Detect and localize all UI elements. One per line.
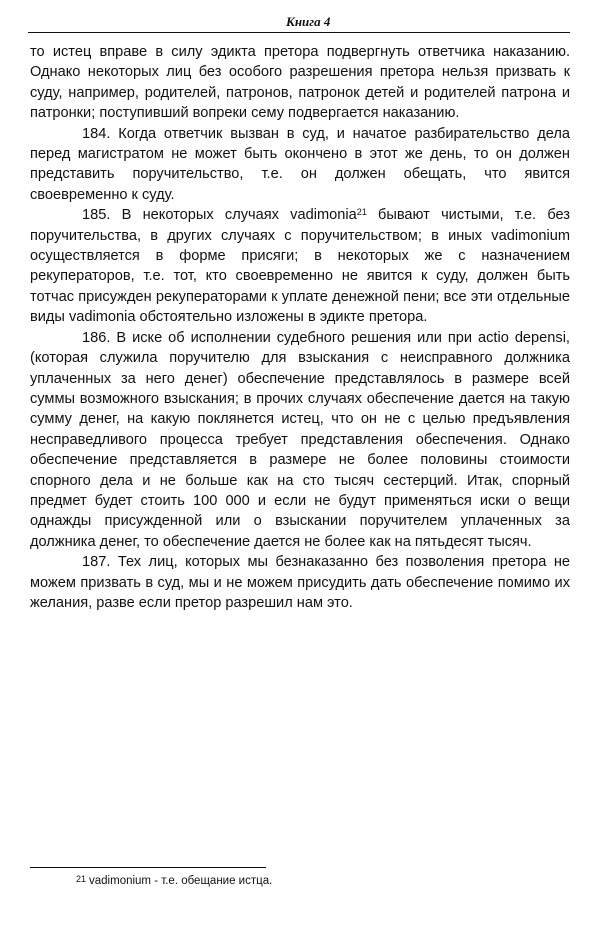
paragraph-184: 184. Когда ответчик вызван в суд, и начатое разбирательство дела перед магистратом не может быть окончено в этот же день, то он должен представить поручительство, т.е. он должен обещать, что явится своевременно к суду.: [30, 125, 570, 203]
running-header: [28, 10, 570, 33]
paragraph-185-rest: бывают чистыми, т.е. без поручительства, в других случаях с поручительством; в иных vadimonium осуществляется в форме присяги; в некоторых же с назначением рекуператоров, т.е. тот, кто своевременно не явится к суду, должен быть тотчас присужден рекуператорами к уплате денежной пени; все эти отдельные виды vadimonia обстоятельно изложены в эдикте претора.: [30, 207, 570, 326]
book-title: Книга 4: [286, 14, 331, 29]
footnote-reference[interactable]: 21: [356, 207, 367, 218]
paragraph-187: 187. Тех лиц, которых мы безнаказанно без позволения претора не можем призвать в суд, мы и не можем присудить дать обеспечение помимо их желания, разве если претор разрешил нам это.: [30, 554, 570, 611]
footnote: [76, 873, 272, 889]
main-text: [30, 42, 570, 613]
footnote-marker: 21: [76, 874, 87, 884]
footnote-divider: [30, 867, 266, 868]
paragraph-186: 186. В иске об исполнении судебного решения или при actio depensi, (которая служила поручителю для взыскания с неисправного должника уплаченных за него денег) обеспечение представлялось в размере всей суммы возможного взыскания; в прочих случаях обеспечение дается на такую сумму денег, на какую поклянется истец, что он не с целью предъявления несправедливого процесса требует представления обеспечения. Однако обеспечение представляется в размере не более половины стоимости спорного дела и не больше как на сто тысяч сестерций. Итак, спорный предмет будет стоить 100 000 и если не будут применяться иски о вещи однажды присужденной или о взыскании поручителем уплаченных за должника денег, то обеспечение дается не более как на пятьдесят тысяч.: [30, 329, 570, 550]
paragraph-continued: то истец вправе в силу эдикта претора подвергнуть ответчика наказанию. Однако некоторых лиц без особого разрешения претора нельзя призвать к суду, например, родителей, патронов, патронок детей и родителей патрона и патронки; поступивший вопреки сему подвергается наказанию.: [30, 44, 570, 122]
paragraph-185-start: 185. В некоторых случаях vadimonia: [82, 207, 357, 224]
footnote-text: vadimonium - т.е. обещание истца.: [89, 875, 273, 887]
paragraph-185: [30, 205, 570, 327]
